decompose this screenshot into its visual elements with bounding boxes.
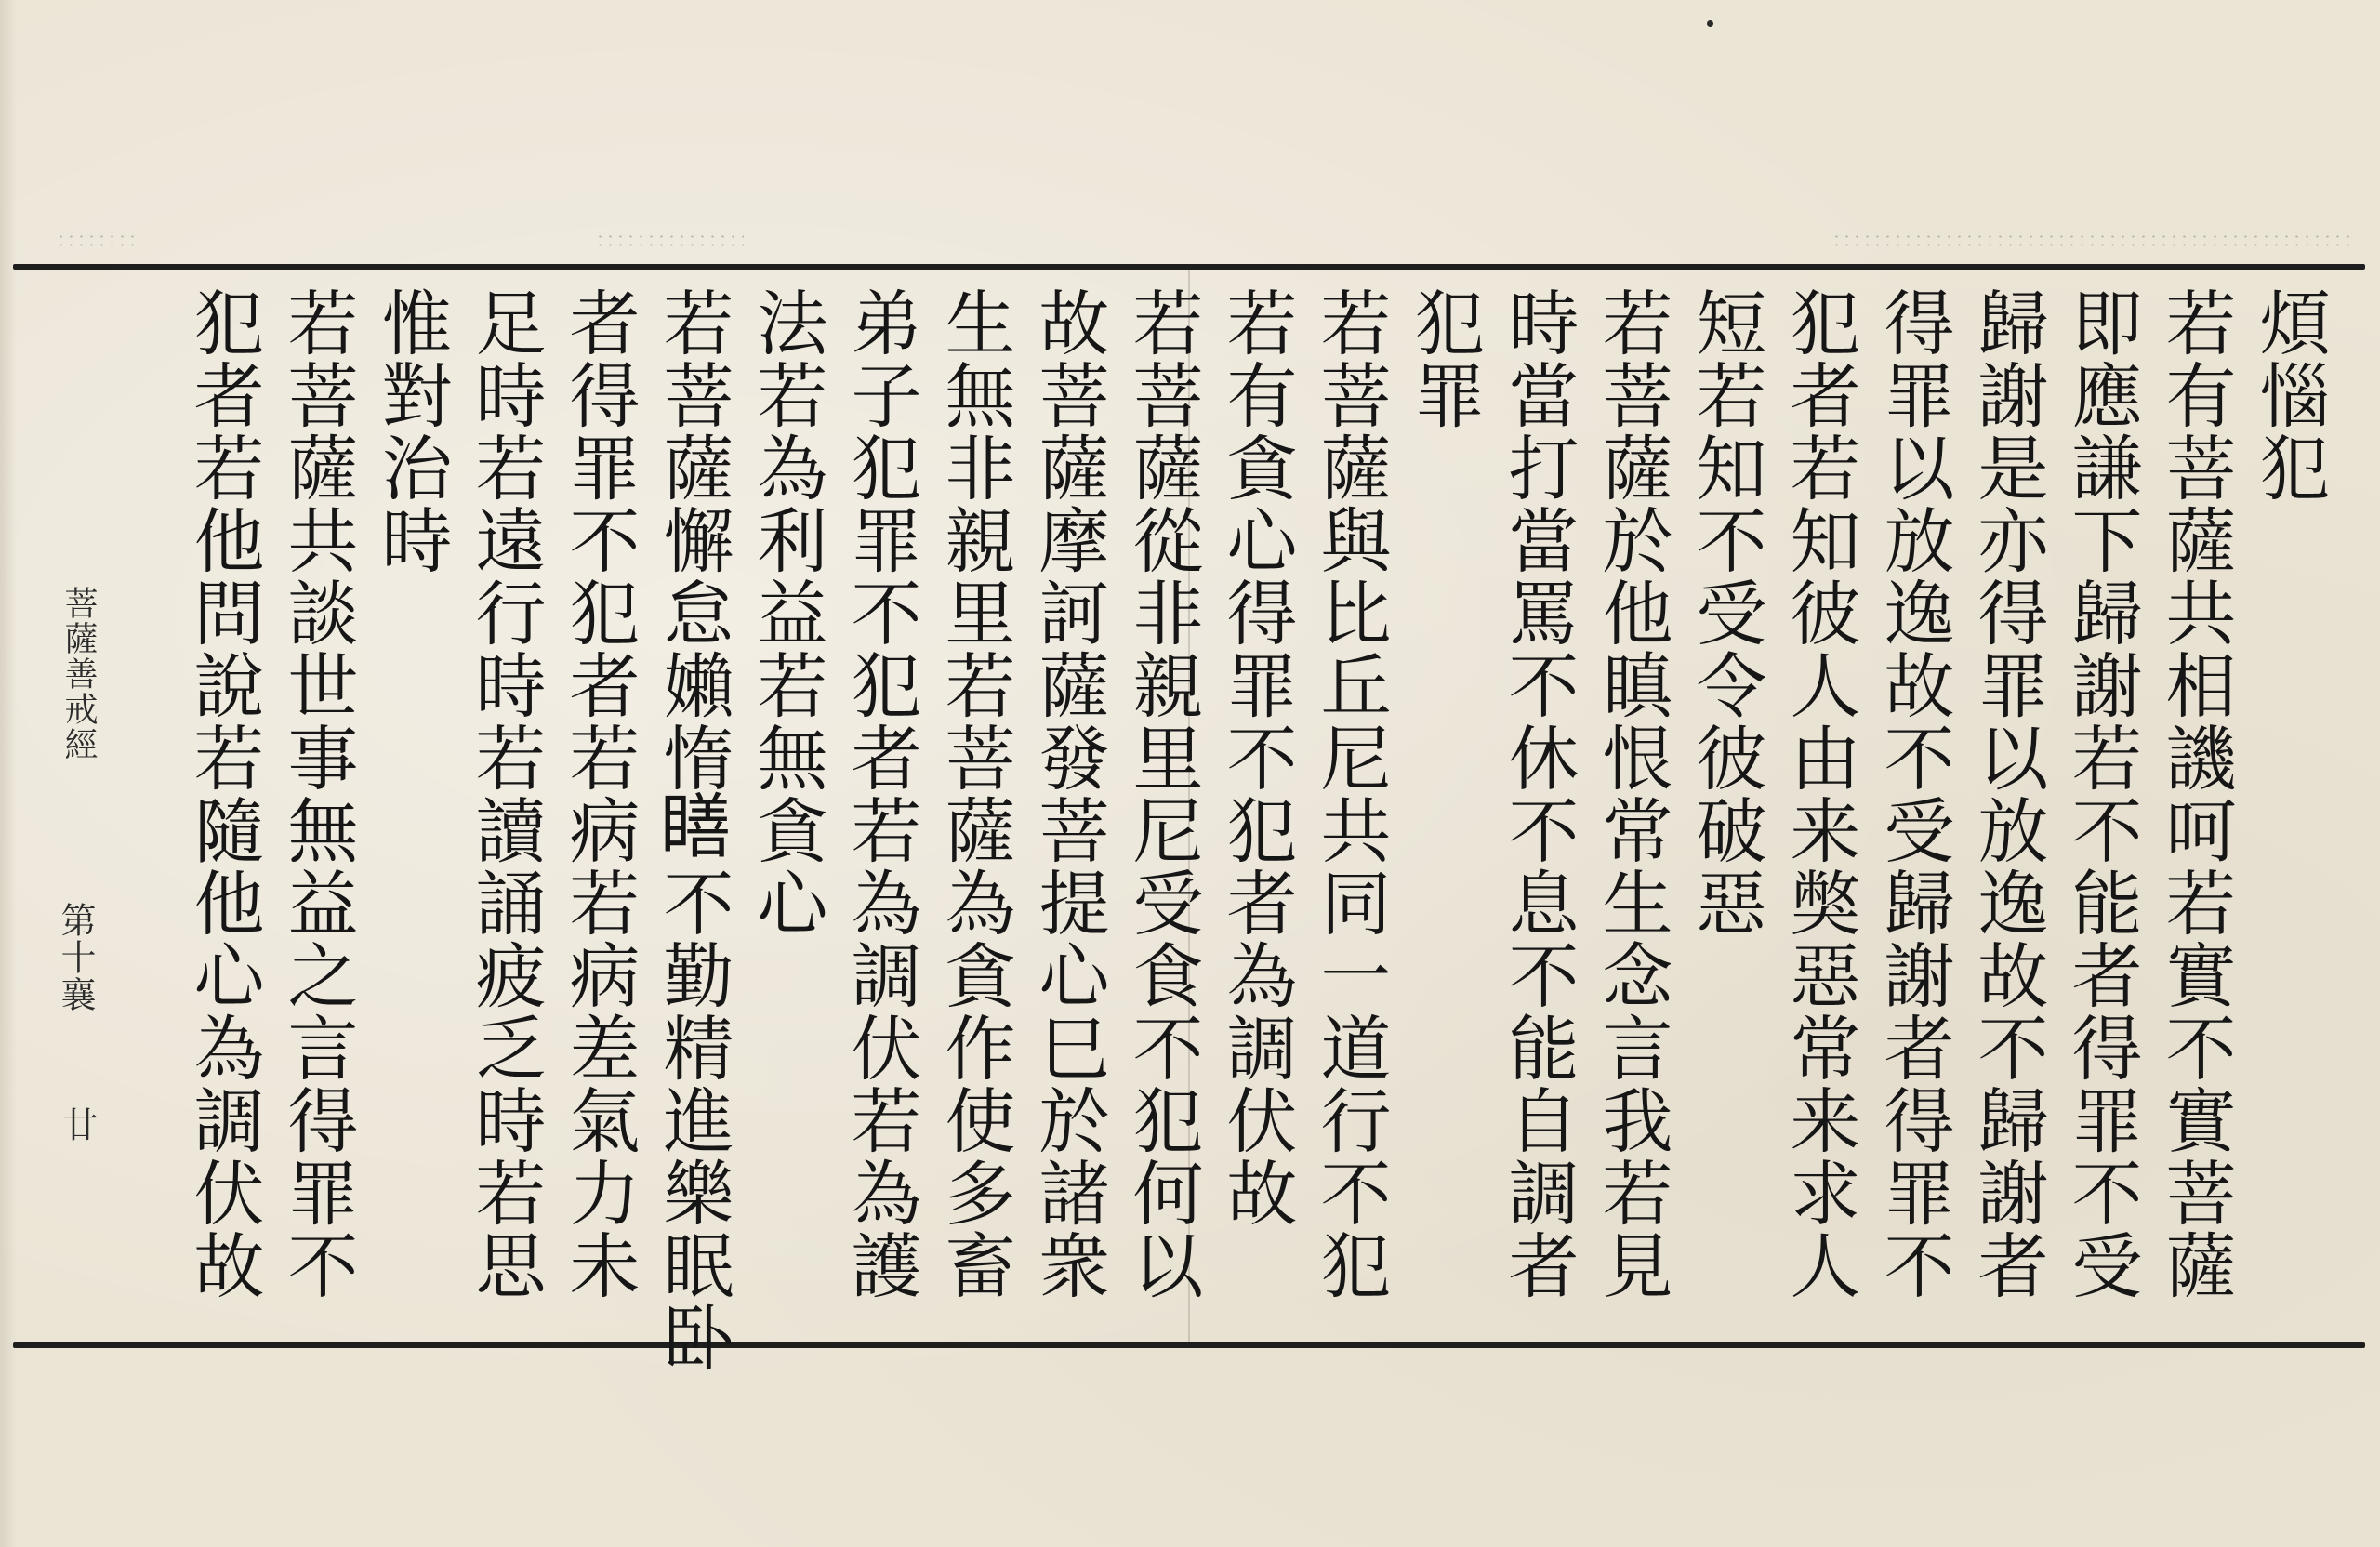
- text-column-5: 得罪以放逸故不受歸謝者得罪不: [1872, 286, 1955, 1302]
- text-column-19: 者得罪不犯者若病若病差氣力未: [558, 286, 641, 1302]
- text-column-15: 生無非親里若菩薩為貪作使多畜: [933, 286, 1016, 1302]
- text-column-12: 若有貪心得罪不犯者為調伏故: [1215, 286, 1298, 1229]
- text-column-7: 短若知不受令彼破惡: [1685, 286, 1767, 939]
- text-column-4: 歸謝是亦得罪以放逸故不歸謝者: [1966, 286, 2049, 1302]
- text-column-16: 弟子犯罪不犯者若為調伏若為護: [840, 286, 922, 1302]
- text-column-21: 惟對治時: [370, 286, 453, 576]
- text-column-1: 煩惱犯: [2248, 286, 2331, 504]
- text-column-13: 若菩薩從非親里尼受食不犯何以: [1121, 286, 1204, 1302]
- margin-sutra-title: 菩薩善戒經: [60, 586, 98, 762]
- text-column-8: 若菩薩於他瞋恨常生念言我若見: [1591, 286, 1673, 1302]
- text-column-20: 足時若遠行時若讀誦疲乏時若思: [464, 286, 547, 1302]
- ink-specks: [1831, 232, 2352, 251]
- ink-specks: [595, 232, 744, 251]
- text-column-22: 若菩薩共談世事無益之言得罪不: [276, 286, 359, 1302]
- text-column-17: 法若為利益若無貪心: [746, 286, 828, 939]
- margin-folio-number: 第十襄: [55, 902, 96, 1013]
- bottom-border-rule: [13, 1342, 2365, 1348]
- text-column-9: 時當打當罵不休不息不能自調者: [1497, 286, 1580, 1302]
- text-column-6: 犯者若知彼人由来獘惡常来求人: [1778, 286, 1861, 1302]
- text-column-14: 故菩薩摩訶薩發菩提心巳於諸衆: [1027, 286, 1110, 1302]
- text-column-18: 若菩薩懈怠嬾惰𥊳不勤精進樂眠卧: [652, 286, 734, 1374]
- text-column-2: 若有菩薩共相譏呵若實不實菩薩: [2154, 286, 2237, 1302]
- text-column-23: 犯者若他問說若隨他心為調伏故: [182, 286, 265, 1302]
- text-column-3: 即應謙下歸謝若不能者得罪不受: [2060, 286, 2143, 1302]
- page-edge-shadow: [0, 0, 17, 1547]
- margin-block-mark: 廿: [57, 1106, 98, 1142]
- ink-speck: [1707, 20, 1713, 27]
- text-column-11: 若菩薩與比丘尼共同一道行不犯: [1309, 286, 1392, 1302]
- text-column-10: 犯罪: [1403, 286, 1486, 431]
- ink-specks: [56, 232, 139, 251]
